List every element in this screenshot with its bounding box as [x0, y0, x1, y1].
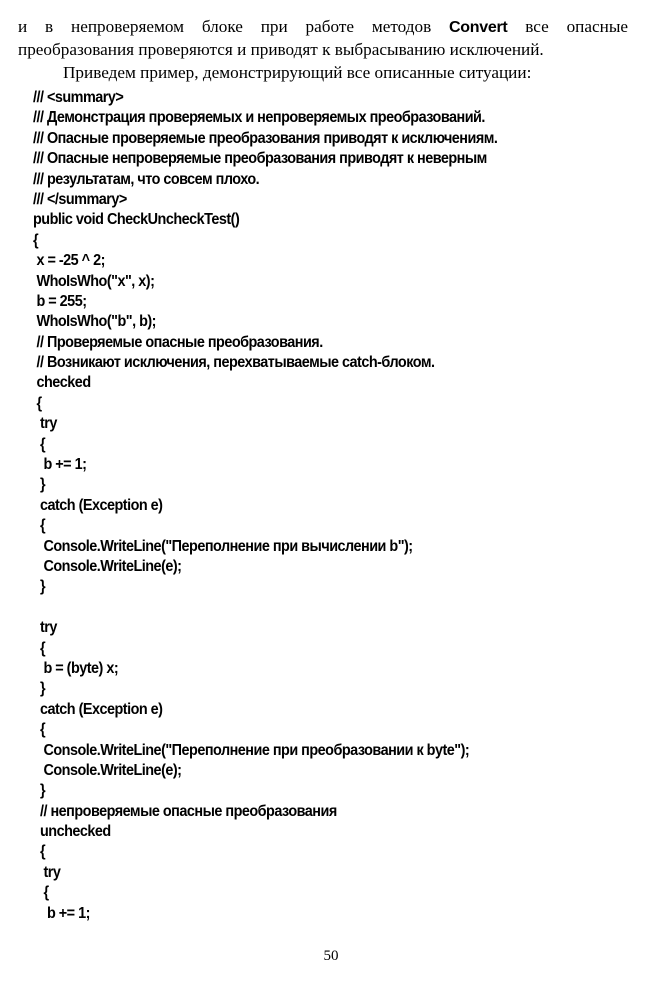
code-line: Console.WriteLine("Переполнение при преобразовании к byte");: [33, 741, 470, 759]
method-name: Convert: [449, 19, 508, 36]
code-line: try: [33, 619, 57, 637]
intro-line-1-before: и в непроверяемом блоке при работе методов: [18, 17, 450, 36]
code-line: {: [33, 721, 46, 739]
code-line: try: [33, 863, 61, 881]
intro-paragraph: [18, 16, 628, 61]
code-line: b += 1;: [33, 904, 90, 922]
code-line: b += 1;: [33, 456, 87, 474]
code-line: Console.WriteLine("Переполнение при вычислении b");: [33, 537, 413, 555]
code-listing: [33, 88, 633, 924]
code-line: {: [33, 639, 46, 657]
code-line: Console.WriteLine(e);: [33, 761, 182, 779]
code-line: /// Демонстрация проверяемых и непроверяемых преобразований.: [33, 109, 485, 127]
code-line: /// <summary>: [33, 89, 124, 106]
code-line: }: [33, 782, 46, 800]
code-line: }: [33, 476, 46, 494]
intro-line-1-after: все опасные: [507, 17, 628, 36]
page-number: 50: [323, 948, 339, 964]
code-line: /// Опасные проверяемые преобразования приводят к исключениям.: [33, 129, 498, 147]
lead-paragraph: Приведем пример, демонстрирующий все описанные ситуации:: [63, 63, 532, 82]
code-line: // непроверяемые опасные преобразования: [33, 802, 337, 820]
code-line: {: [33, 394, 42, 412]
code-line: {: [33, 435, 46, 453]
code-line: unchecked: [33, 823, 111, 841]
code-line: // Проверяемые опасные преобразования.: [33, 333, 323, 351]
code-line: {: [33, 843, 46, 861]
code-line: catch (Exception e): [33, 496, 163, 514]
code-line: try: [33, 415, 57, 433]
code-line: // Возникают исключения, перехватываемые catch-блоком.: [33, 354, 435, 372]
code-line: b = 255;: [33, 292, 87, 310]
code-line: Console.WriteLine(e);: [33, 557, 182, 575]
code-line: [33, 598, 591, 618]
code-line: b = (byte) x;: [33, 659, 119, 677]
code-line: x = -25 ^ 2;: [33, 252, 105, 270]
code-line: /// результатам, что совсем плохо.: [33, 170, 260, 188]
code-line: WhoIsWho("b", b);: [33, 313, 156, 331]
intro-line-2: преобразования проверяются и приводят к выбрасыванию исключений.: [18, 40, 544, 59]
code-line: }: [33, 680, 46, 698]
code-line: WhoIsWho("x", x);: [33, 272, 155, 290]
code-line: public void CheckUncheckTest(): [33, 211, 240, 229]
code-line: }: [33, 578, 46, 596]
intro-line-1: [18, 16, 628, 39]
code-line: /// Опасные непроверяемые преобразования приводят к неверным: [33, 150, 487, 168]
code-line: checked: [33, 374, 91, 392]
code-line: /// </summary>: [33, 190, 127, 208]
code-line: {: [33, 884, 49, 902]
code-line: {: [33, 517, 46, 535]
code-line: catch (Exception e): [33, 700, 163, 718]
code-line: {: [33, 231, 39, 249]
